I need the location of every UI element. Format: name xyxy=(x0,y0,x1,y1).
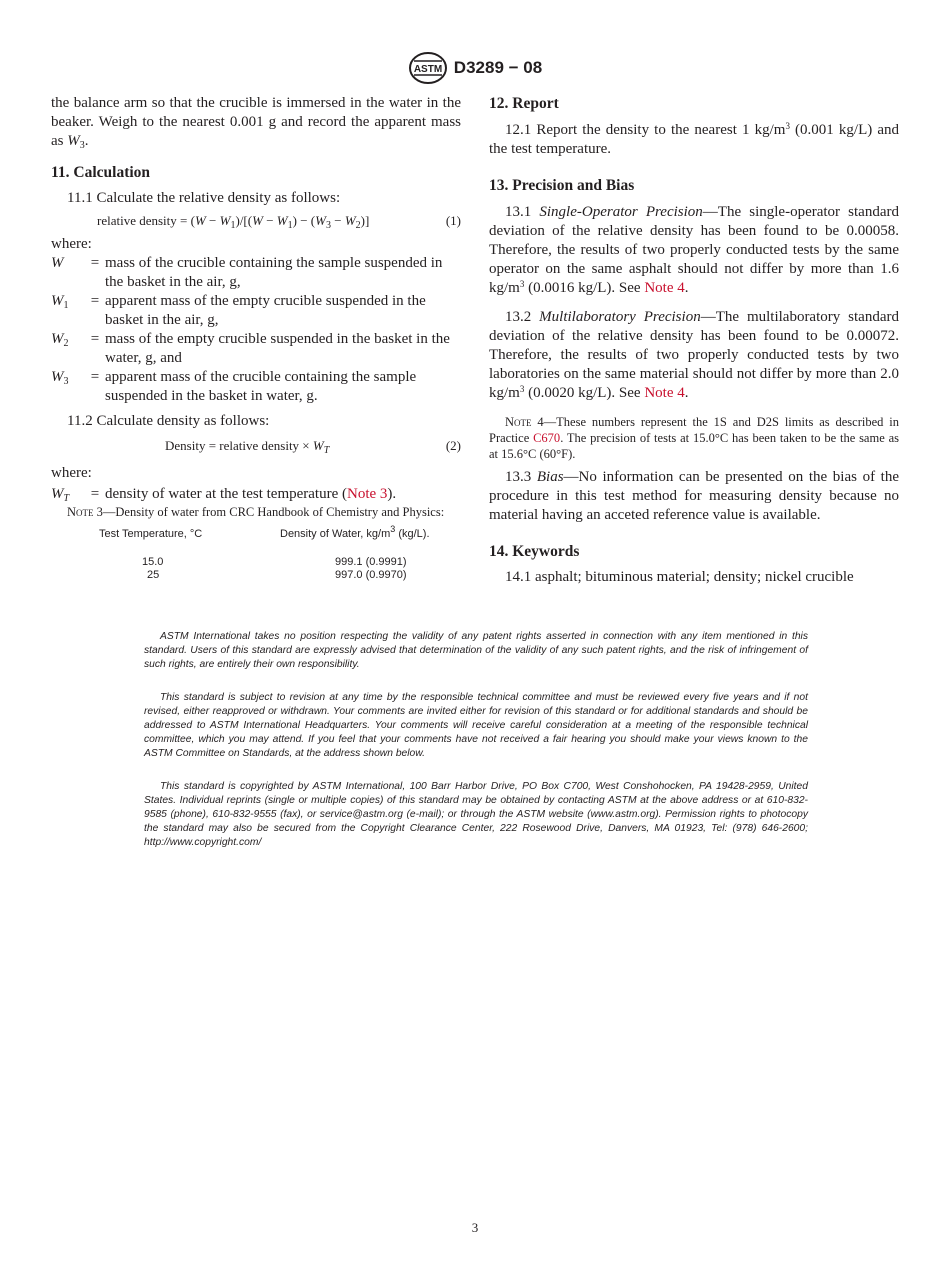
where-w2: $W_2$ = mass of the empty crucible suspended in the basket in the water, g, and xyxy=(51,331,450,366)
para-14-1: 14.1 asphalt; bituminous material; density; nickel crucible xyxy=(505,569,854,585)
note-4: Note 4—These numbers represent the 1S and D2S limits as described in Practice C670. The precision of tests at 15.0°C has been taken to be the same as at 15.6°C (60°F). xyxy=(489,415,899,461)
c670-link[interactable]: C670 xyxy=(533,431,561,445)
page-header xyxy=(0,50,950,86)
right-column xyxy=(489,94,899,587)
copyright-notice: This standard is copyrighted by ASTM International, 100 Barr Harbor Drive, PO Box C700, West Conshohocken, PA 19428-2959, United States. Individual reprints (single or multiple copies) of this standard may be obtained by contacting ASTM at the above address or at 610-832-9585 (phone), 610-832-9555 (fax), or service@astm.org (e-mail); or through the ASTM website (www.astm.org). Permission rights to photocopy the standard may also be secured from the Copyright Clearance Center, 222 Rosewood Drive, Danvers, MA 01923, Tel: (978) 646-2600; http://www.copyright.com/ xyxy=(144,781,808,848)
where-label-1: where: xyxy=(51,236,92,252)
section-11-heading: 11. Calculation xyxy=(51,164,151,181)
continuation-paragraph: the balance arm so that the crucible is immersed in the water in the beaker. Weigh to the nearest 0.001 g and record the apparent mass as $W_3$. xyxy=(51,95,461,151)
section-14-heading: 14. Keywords xyxy=(489,543,580,560)
table-header-temperature: Test Temperature, °C xyxy=(99,528,203,540)
section-12-heading: 12. Report xyxy=(489,95,559,112)
table-cell-density: 997.0 (0.9970) xyxy=(335,569,407,581)
water-density-table xyxy=(51,524,461,598)
note-4-link[interactable]: Note 4 xyxy=(644,385,685,401)
para-11-2: 11.2 Calculate density as follows: xyxy=(67,413,270,429)
revision-notice: This standard is subject to revision at any time by the responsible technical committee and must be reviewed every five years and if not revised, either reapproved or withdrawn. Your comments are invited either for revision of this standard or for additional standards and should be addressed to ASTM International Headquarters. Your comments will receive careful consideration at a meeting of the responsible technical committee, which you may attend. If you feel that your comments have not received a fair hearing you should make your views known to the ASTM Committee on Standards, at the address shown below. xyxy=(144,692,808,759)
para-13-2: 13.2 Multilaboratory Precision—The multilaboratory standard deviation of the relative density has been found to be 0.00072. Therefore, the results of two properly conducted tests by two laboratories on the same material should not differ by more than 2.0 $kg/m^3$ (0.0020 kg/L). See Note 4. xyxy=(489,309,899,401)
where-w3: $W_3$ = apparent mass of the crucible containing the sample suspended in the basket in water, g. xyxy=(51,369,417,404)
astm-logo-icon xyxy=(408,51,448,85)
where-w1: $W_1$ = apparent mass of the empty crucible suspended in the basket in the air, g, xyxy=(51,293,426,328)
table-cell-density: 999.1 (0.9991) xyxy=(335,556,407,568)
para-12-1: 12.1 Report the density to the nearest 1 $kg/m^3$ (0.001 kg/L) and the test temperature. xyxy=(489,121,900,157)
equation-2: Density = relative density × $W_T$ (2) xyxy=(165,438,461,456)
para-11-1: 11.1 Calculate the relative density as follows: xyxy=(67,190,341,206)
table-cell-temp: 15.0 xyxy=(142,556,164,568)
equation-1-number: (1) xyxy=(445,213,461,228)
where-w: W = mass of the crucible containing the sample suspended in the basket in the air, g, xyxy=(51,255,443,290)
where-wt: $W_T$ = density of water at the test temperature (Note 3). xyxy=(51,486,397,504)
table-header-density: Density of Water, $kg/m^3$ (kg/L). xyxy=(280,524,430,540)
equation-1: relative density = $(W - W_1)/[(W - W_1) - (W_3 - W_2)]$ (1) xyxy=(97,213,461,231)
patent-notice: ASTM International takes no position respecting the validity of any patent rights asserted in connection with any item mentioned in this standard. Users of this standard are expressly advised that determination of the validity of any such patent rights, and the risk of infringement of such rights, are entirely their own responsibility. xyxy=(144,631,808,670)
document-id: D3289 − 08 xyxy=(453,58,543,77)
note-3-link[interactable]: Note 3 xyxy=(347,486,388,502)
para-13-1: 13.1 Single-Operator Precision—The single-operator standard deviation of the relative density has been found to be 0.00058. Therefore, the results of two properly conducted tests by the same operator on the same asphalt should not differ by more than 1.6 $kg/m^3$ (0.0016 kg/L). See Note 4. xyxy=(489,204,899,296)
svg-text:ASTM: ASTM xyxy=(413,64,442,75)
table-cell-temp: 25 xyxy=(147,569,160,581)
note-3: Note 3—Density of water from CRC Handbook of Chemistry and Physics: xyxy=(67,505,445,519)
para-13-3: 13.3 Bias—No information can be presented on the bias of the procedure in this test method for measuring density because no material having an acceted reference value is available. xyxy=(489,469,900,523)
where-label-2: where: xyxy=(51,465,92,481)
equation-2-number: (2) xyxy=(445,438,461,453)
section-13-heading: 13. Precision and Bias xyxy=(489,177,635,194)
left-column xyxy=(51,94,461,598)
page-number: 3 xyxy=(471,1220,479,1235)
note-4-link[interactable]: Note 4 xyxy=(644,280,685,296)
